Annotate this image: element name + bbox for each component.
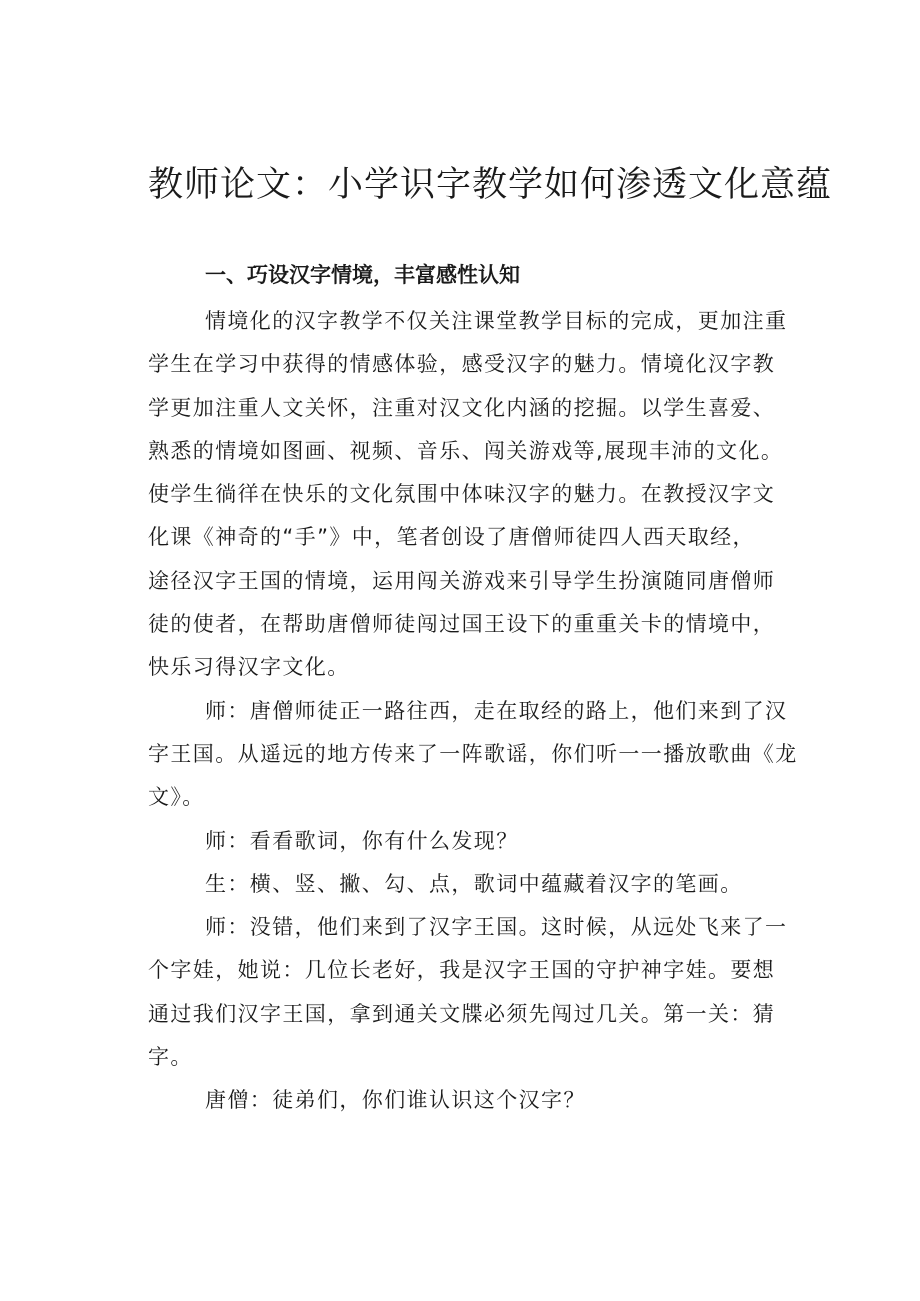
paragraph-line: 情境化的汉字教学不仅关注课堂教学目标的完成，更加注重: [205, 309, 788, 333]
dialogue-line: 生：横、竖、撇、勾、点，歌词中蕴藏着汉字的笔画。: [205, 871, 743, 896]
dialogue-line: 师：唐僧师徒正一路往西，走在取经的路上，他们来到了汉: [205, 698, 788, 723]
paragraph-line: 学生在学习中获得的情感体验，感受汉字的魅力。情境化汉字教: [148, 352, 776, 377]
paragraph-line: 途径汉字王国的情境，运用闯关游戏来引导学生扮演随同唐僧师: [148, 568, 776, 593]
paragraph-line: 化课《神奇的“手”》中，笔者创设了唐僧师徒四人西天取经，: [148, 525, 755, 550]
paragraph-line: 学更加注重人文关怀，注重对汉文化内涵的挖掘。以学生喜爱、: [148, 395, 776, 420]
section-heading: 一、巧设汉字情境，丰富感性认知: [205, 263, 520, 287]
paragraph-line: 快乐习得汉字文化。: [148, 655, 350, 680]
paragraph-line: 徒的使者，在帮助唐僧师徒闯过国王设下的重重关卡的情境中，: [148, 612, 776, 637]
dialogue-line: 字王国。从遥远的地方传来了一阵歌谣，你们听一一播放歌曲《龙: [148, 741, 798, 766]
document-title: 教师论文：小学识字教学如何渗透文化意蕴: [148, 165, 833, 205]
dialogue-line: 个字娃，她说：几位长老好，我是汉字王国的守护神字娃。要想: [148, 958, 776, 983]
dialogue-line: 师：看看歌词，你有什么发现？: [205, 828, 519, 853]
dialogue-line: 唐僧：徒弟们，你们谁认识这个汉字？: [205, 1088, 586, 1113]
document-body: [148, 300, 808, 1123]
paragraph-line: 熟悉的情境如图画、视频、音乐、闯关游戏等,展现丰沛的文化。: [148, 438, 784, 463]
dialogue-line: 通过我们汉字王国，拿到通关文牒必须先闯过几关。第一关：猜: [148, 1001, 776, 1026]
dialogue-line: 文》。: [148, 785, 205, 810]
dialogue-line: 师：没错，他们来到了汉字王国。这时候，从远处飞来了一: [205, 915, 788, 940]
paragraph-line: 使学生徜徉在快乐的文化氛围中体味汉字的魅力。在教授汉字文: [148, 482, 776, 507]
dialogue-line: 字。: [148, 1045, 193, 1070]
